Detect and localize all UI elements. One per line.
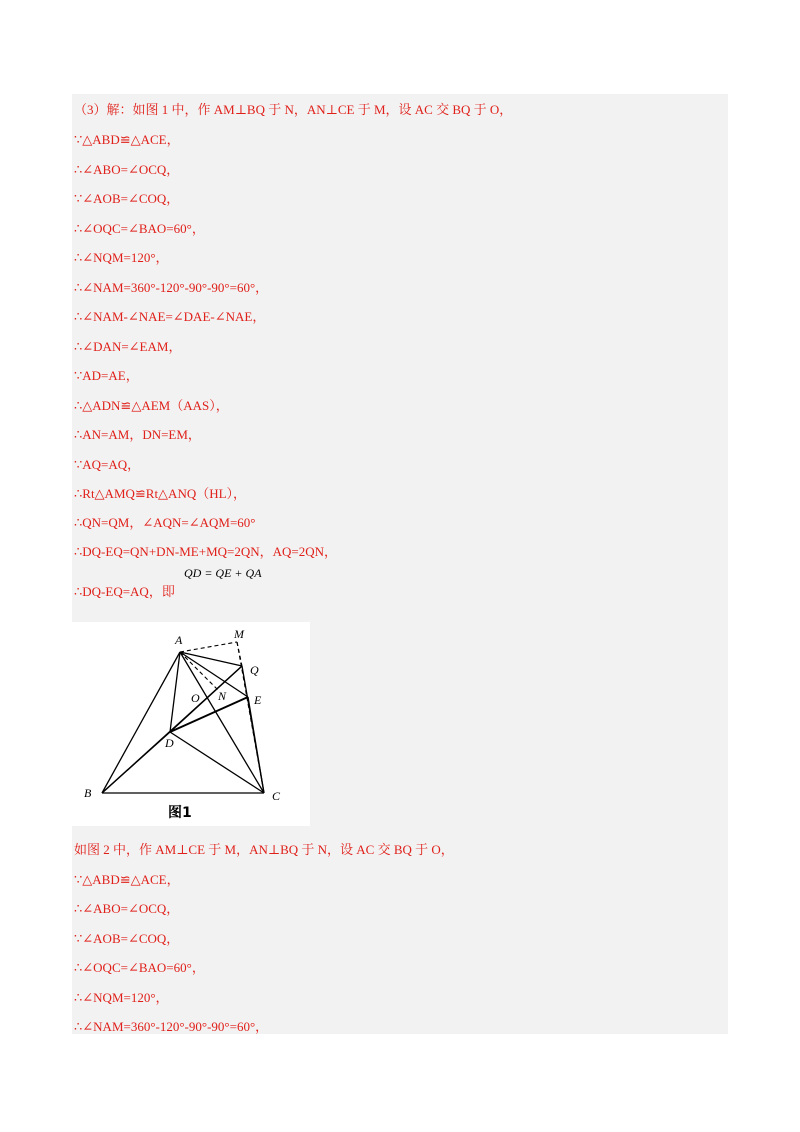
- figure-caption: 图1: [168, 805, 192, 821]
- solution-line-16: ∴DQ-EQ=QN+DN-ME+MQ=2QN，AQ=2QN，: [74, 544, 338, 559]
- solution-line-4: ∵∠AOB=∠COQ，: [74, 191, 180, 206]
- label-O: O: [191, 691, 200, 705]
- solution-line-9: ∴∠DAN=∠EAM，: [74, 339, 182, 354]
- figure-1: [72, 622, 310, 826]
- segment-DC: [170, 732, 264, 793]
- label-B: B: [84, 786, 92, 800]
- solution-line-15: ∴QN=QM，∠AQN=∠AQM=60°: [74, 515, 256, 530]
- label-Q: Q: [250, 663, 259, 677]
- solution2-line-7: ∴∠NAM=360°-120°-90°-90°=60°，: [74, 1019, 269, 1034]
- solution2-line-6: ∴∠NQM=120°，: [74, 990, 169, 1005]
- solution-line-14: ∴Rt△AMQ≌Rt△ANQ（HL），: [74, 486, 247, 501]
- label-A: A: [175, 633, 183, 647]
- segment-BQ: [102, 666, 242, 793]
- solution2-line-3: ∴∠ABO=∠OCQ，: [74, 901, 180, 916]
- segment-MQ-dashed: [237, 642, 242, 666]
- solution-line-6: ∴∠NQM=120°，: [74, 250, 169, 265]
- solution2-line-2: ∵△ABD≌△ACE，: [74, 872, 180, 887]
- segment-AQ: [180, 652, 242, 666]
- label-N: N: [218, 689, 227, 703]
- solution-line-3: ∴∠ABO=∠OCQ，: [74, 162, 180, 177]
- segment-DE: [170, 697, 248, 732]
- segment-AD: [170, 652, 180, 732]
- figure-1-diagram: [72, 622, 310, 826]
- solution-line-10: ∵AD=AE，: [74, 368, 139, 383]
- label-D: D: [165, 736, 174, 750]
- solution-line-2: ∵△ABD≌△ACE，: [74, 132, 180, 147]
- solution2-line-1: 如图 2 中，作 AM⊥CE 于 M，AN⊥BQ 于 N，设 AC 交 BQ 于 O，: [74, 842, 454, 857]
- solution-line-13: ∵AQ=AQ，: [74, 457, 141, 472]
- solution-line-1: （3）解：如图 1 中，作 AM⊥BQ 于 N，AN⊥CE 于 M，设 AC 交 BQ 于 O，: [74, 102, 513, 117]
- solution-line-11: ∴△ADN≌△AEM（AAS），: [74, 398, 229, 413]
- solution-line-12: ∴AN=AM，DN=EM，: [74, 427, 201, 442]
- segment-AM-dashed: [180, 642, 237, 652]
- segment-BA: [102, 652, 180, 793]
- solution-line-8: ∴∠NAM-∠NAE=∠DAE-∠NAE，: [74, 309, 266, 324]
- label-M: M: [234, 627, 244, 641]
- label-C: C: [272, 789, 281, 803]
- solution2-line-4: ∵∠AOB=∠COQ，: [74, 931, 180, 946]
- label-E: E: [254, 693, 262, 707]
- conclusion-formula: QD = QE + QA: [184, 566, 262, 580]
- solution-line-7: ∴∠NAM=360°-120°-90°-90°=60°，: [74, 280, 269, 295]
- solution2-line-5: ∴∠OQC=∠BAO=60°，: [74, 960, 205, 975]
- solution-line-17: ∴DQ-EQ=AQ，即: [74, 584, 175, 599]
- solution-line-5: ∴∠OQC=∠BAO=60°，: [74, 221, 205, 236]
